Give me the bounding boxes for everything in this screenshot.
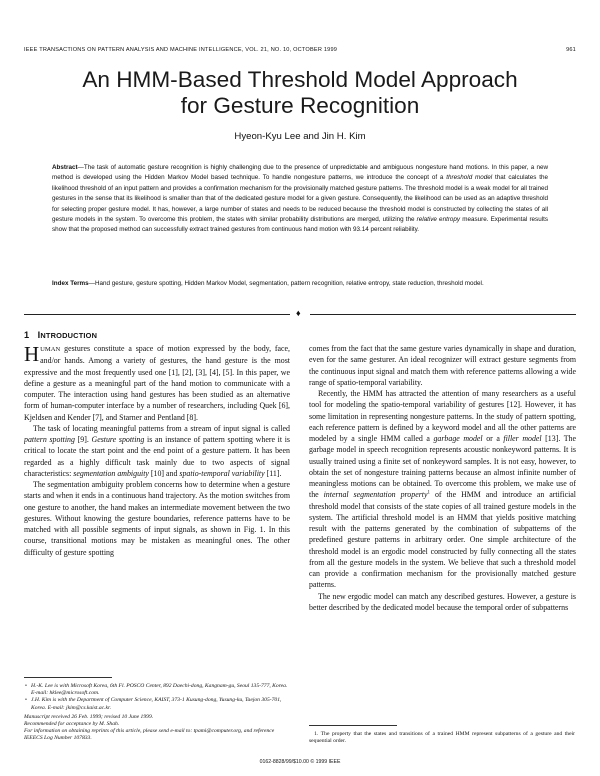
index-terms-text: —Hand gesture, gesture spotting, Hidden Markov Model, segmentation, pattern recognition, relative entropy, state reduction, threshold model.: [88, 280, 484, 287]
paragraph-text: is an instance of pattern spotting where it is critical to locate the start point and the end point of a gesture pattern. It has been regarded as a highly difficult task mainly due to two aspects of signal characteristics:: [24, 435, 290, 478]
abstract-text: —The task of automatic gesture recognition is highly challenging due to the presence of unpredictable and ambiguous nongesture hand motions. In this paper, a new method is developed using the Hidden Markov Model based technique. To handle nongesture patterns, we introduce the concept of a: [52, 164, 548, 182]
author-list: Hyeon-Kyu Lee and Jin H. Kim: [234, 131, 366, 142]
affiliation-note: [31, 683, 290, 697]
term-segmentation-ambiguity: segmentation ambiguity: [73, 468, 149, 478]
paragraph: comes from the fact that the same gesture varies dynamically in shape and duration, even for the same gesturer. An ideal recognizer will extract gesture segments from the continuous input signal and match them with reference patterns allowing a wide range of spatio-temporal variability.: [309, 344, 576, 387]
recommended-by-text: Recommended for acceptance by M. Shah.: [24, 721, 120, 728]
reprint-info-text: For information on obtaining reprints of this article, please send e-mail to: tpami@computer.org, and reference IEEECS Log Number 107833.: [24, 728, 275, 742]
smallcaps-lead: UMAN: [40, 346, 61, 353]
footnote-text: . The property that the states and transitions of a trained HMM represent subpatterns of a gesture and their sequential order.: [309, 731, 575, 745]
section-title-rest: NTRODUCTION: [40, 331, 98, 340]
abstract-label: Abstract: [52, 164, 78, 171]
body-column-left: [24, 343, 290, 670]
paragraph-text: gestures constitute a space of motion expressed by the body, face, and/or hands. Among a variety of gestures, the hand gesture is the most expressive and the most frequently used one [1], [2], [3], [4], [5]. In this paper, we define a gesture as a meaningful part of the hand motion to communicate with a computer. The interaction using hand gestures has been studied as an alternative form of human-computer interface by a number of researchers, including Quek [6], Kjeldsen and Kender [7], and Starner and Pentland [8].: [24, 344, 290, 422]
term-pattern-spotting: pattern spotting: [24, 435, 75, 444]
term-gesture-spotting: Gesture spotting: [91, 435, 145, 444]
divider-line-left: [24, 314, 290, 315]
title-line-1: An HMM-Based Threshold Model Approach: [82, 67, 518, 92]
section-heading: [24, 330, 97, 340]
title-line-2: for Gesture Recognition: [180, 93, 420, 118]
paragraph-text: [10] and: [148, 468, 180, 478]
paragraph-text: [9].: [74, 435, 92, 444]
index-terms-label: Index Terms: [52, 280, 89, 287]
paragraph-text: [11].: [264, 468, 282, 478]
paragraph: [309, 388, 576, 591]
abstract: [52, 163, 548, 236]
footnote-marker: 1: [427, 490, 430, 496]
paragraph: [24, 423, 290, 479]
footnote-rule: [309, 725, 397, 726]
paragraph: The segmentation ambiguity problem concerns how to determine when a gesture starts and when it ends in a continuous hand trajectory. As the motion switches from one gesture to another, the hand makes an intermediate movement between the two gestures. Without knowing the gesture boundaries, reference patterns have to be matched with all possible segments of input signals, as shown in Fig. 1. In this course, transitional motions may be mistaken as meaningful ones. The other difficulty of gesture spotting: [24, 480, 290, 557]
footnote-rule: [24, 677, 112, 678]
footnote-number: 1: [314, 731, 317, 737]
paragraph-text: Recently, the HMM has attracted the attention of many researchers as a useful tool for modeling the spatio-temporal variability of gestures [12]. However, it has some limitation in representing nongesture patterns. In the study of pattern spotting, each reference pattern is defined by a keyword model and all the other patterns are modeled by a single HMM called a: [309, 389, 576, 443]
paragraph: [24, 343, 290, 423]
abstract-term-relative-entropy: relative entropy: [416, 216, 461, 224]
divider-line-right: [310, 314, 576, 315]
diamond-icon: ♦: [296, 308, 301, 318]
paragraph-text: The task of locating meaningful patterns from a stream of input signal is called: [33, 423, 290, 433]
paragraph-text: of the HMM and introduce an artificial threshold model that consists of the state copies of all trained gesture models in the system. The artificial threshold model is an HMM that yields positive matching result with the patterns generated by the combination of subpatterns of the predefined gesture patterns in arbitrary order. One simple architecture of the threshold model is an ergodic model constructed by fully connecting all the states from all the gesture models in the system. We believe that such a threshold model can provide a confirmation mechanism for the provisionally matched gesture patterns.: [309, 490, 576, 590]
author-affiliations: [24, 683, 290, 743]
term-internal-segmentation-property: internal segmentation property: [323, 490, 428, 500]
index-terms: [52, 279, 548, 289]
section-number: 1: [24, 330, 30, 340]
affiliation-note: [31, 697, 290, 711]
affiliation-text: J.H. Kim is with the Department of Computer Science, KAIST, 373-1 Kusung-dong, Yusung-ku, Taejon 305-701, Korea. E-mail: jkim@cs.kaist.ac.kr.: [31, 697, 282, 711]
term-garbage-model: garbage model: [433, 434, 483, 443]
drop-cap: H: [24, 343, 40, 366]
abstract-term-threshold-model: threshold model: [446, 174, 493, 182]
journal-citation: IEEE TRANSACTIONS ON PATTERN ANALYSIS AND MACHINE INTELLIGENCE, VOL. 21, NO. 10, OCTOBER 1999: [24, 47, 338, 53]
term-filler-model: filler model: [503, 434, 542, 443]
abstract-text: measure. Experimental results show that the proposed method can successfully extract trained gestures from continuous hand motion with 93.14 percent reliability.: [52, 216, 548, 234]
reprint-info: [24, 728, 290, 742]
paragraph-text: [13]. The garbage model in speech recognition represents acoustic nonkeyword patterns. It is usually trained using a finite set of nonkeyword samples. It is not easy, however, to obtain the set of nongesture training patterns because an almost infinite number of meaningless motions can be obtained. To overcome this problem, we make use of the: [309, 434, 576, 500]
section-title-initial: I: [37, 330, 41, 340]
affiliation-text: H.-K. Lee is with Microsoft Korea, 6th Fl. POSCO Center, 892 Daechi-dong, Kangnam-gu, Seoul 135-777, Korea. E-mail: hklee@microsoft.com.: [31, 683, 288, 697]
copyright-line: 0162-8828/99/$10.00 © 1999 IEEE: [259, 759, 341, 765]
section-divider: [24, 309, 576, 319]
paragraph: The new ergodic model can match any described gestures. However, a gesture is better described by the dedicated model because the temporal order of subpatterns: [309, 591, 576, 612]
manuscript-received: [24, 714, 290, 721]
footnote: [309, 731, 575, 745]
body-column-right: [309, 343, 576, 718]
paper-title: [40, 67, 560, 119]
term-spatio-temporal-variability: spatio-temporal variability: [179, 468, 265, 478]
running-head: [24, 47, 576, 57]
paragraph-text: or a: [482, 434, 504, 443]
manuscript-received-text: Manuscript received 26 Feb. 1999; revised 10 June 1999.: [24, 713, 154, 720]
page-number: 961: [566, 47, 576, 53]
abstract-text: that calculates the likelihood threshold of an input pattern and provides a confirmation mechanism for the provisionally matched gesture patterns. The threshold model is a weak model for all trained gestures in the sense that its likelihood is smaller than that of the dedicated gesture model for a given gesture. Consequently, the likelihood can be used as an adaptive threshold for selecting proper gesture model. It has, however, a large number of states and needs to be reduced because the threshold model is constructed by collecting the states of all gesture models in the system. To overcome this problem, the states with similar probability distributions are merged, utilizing the: [52, 174, 549, 224]
